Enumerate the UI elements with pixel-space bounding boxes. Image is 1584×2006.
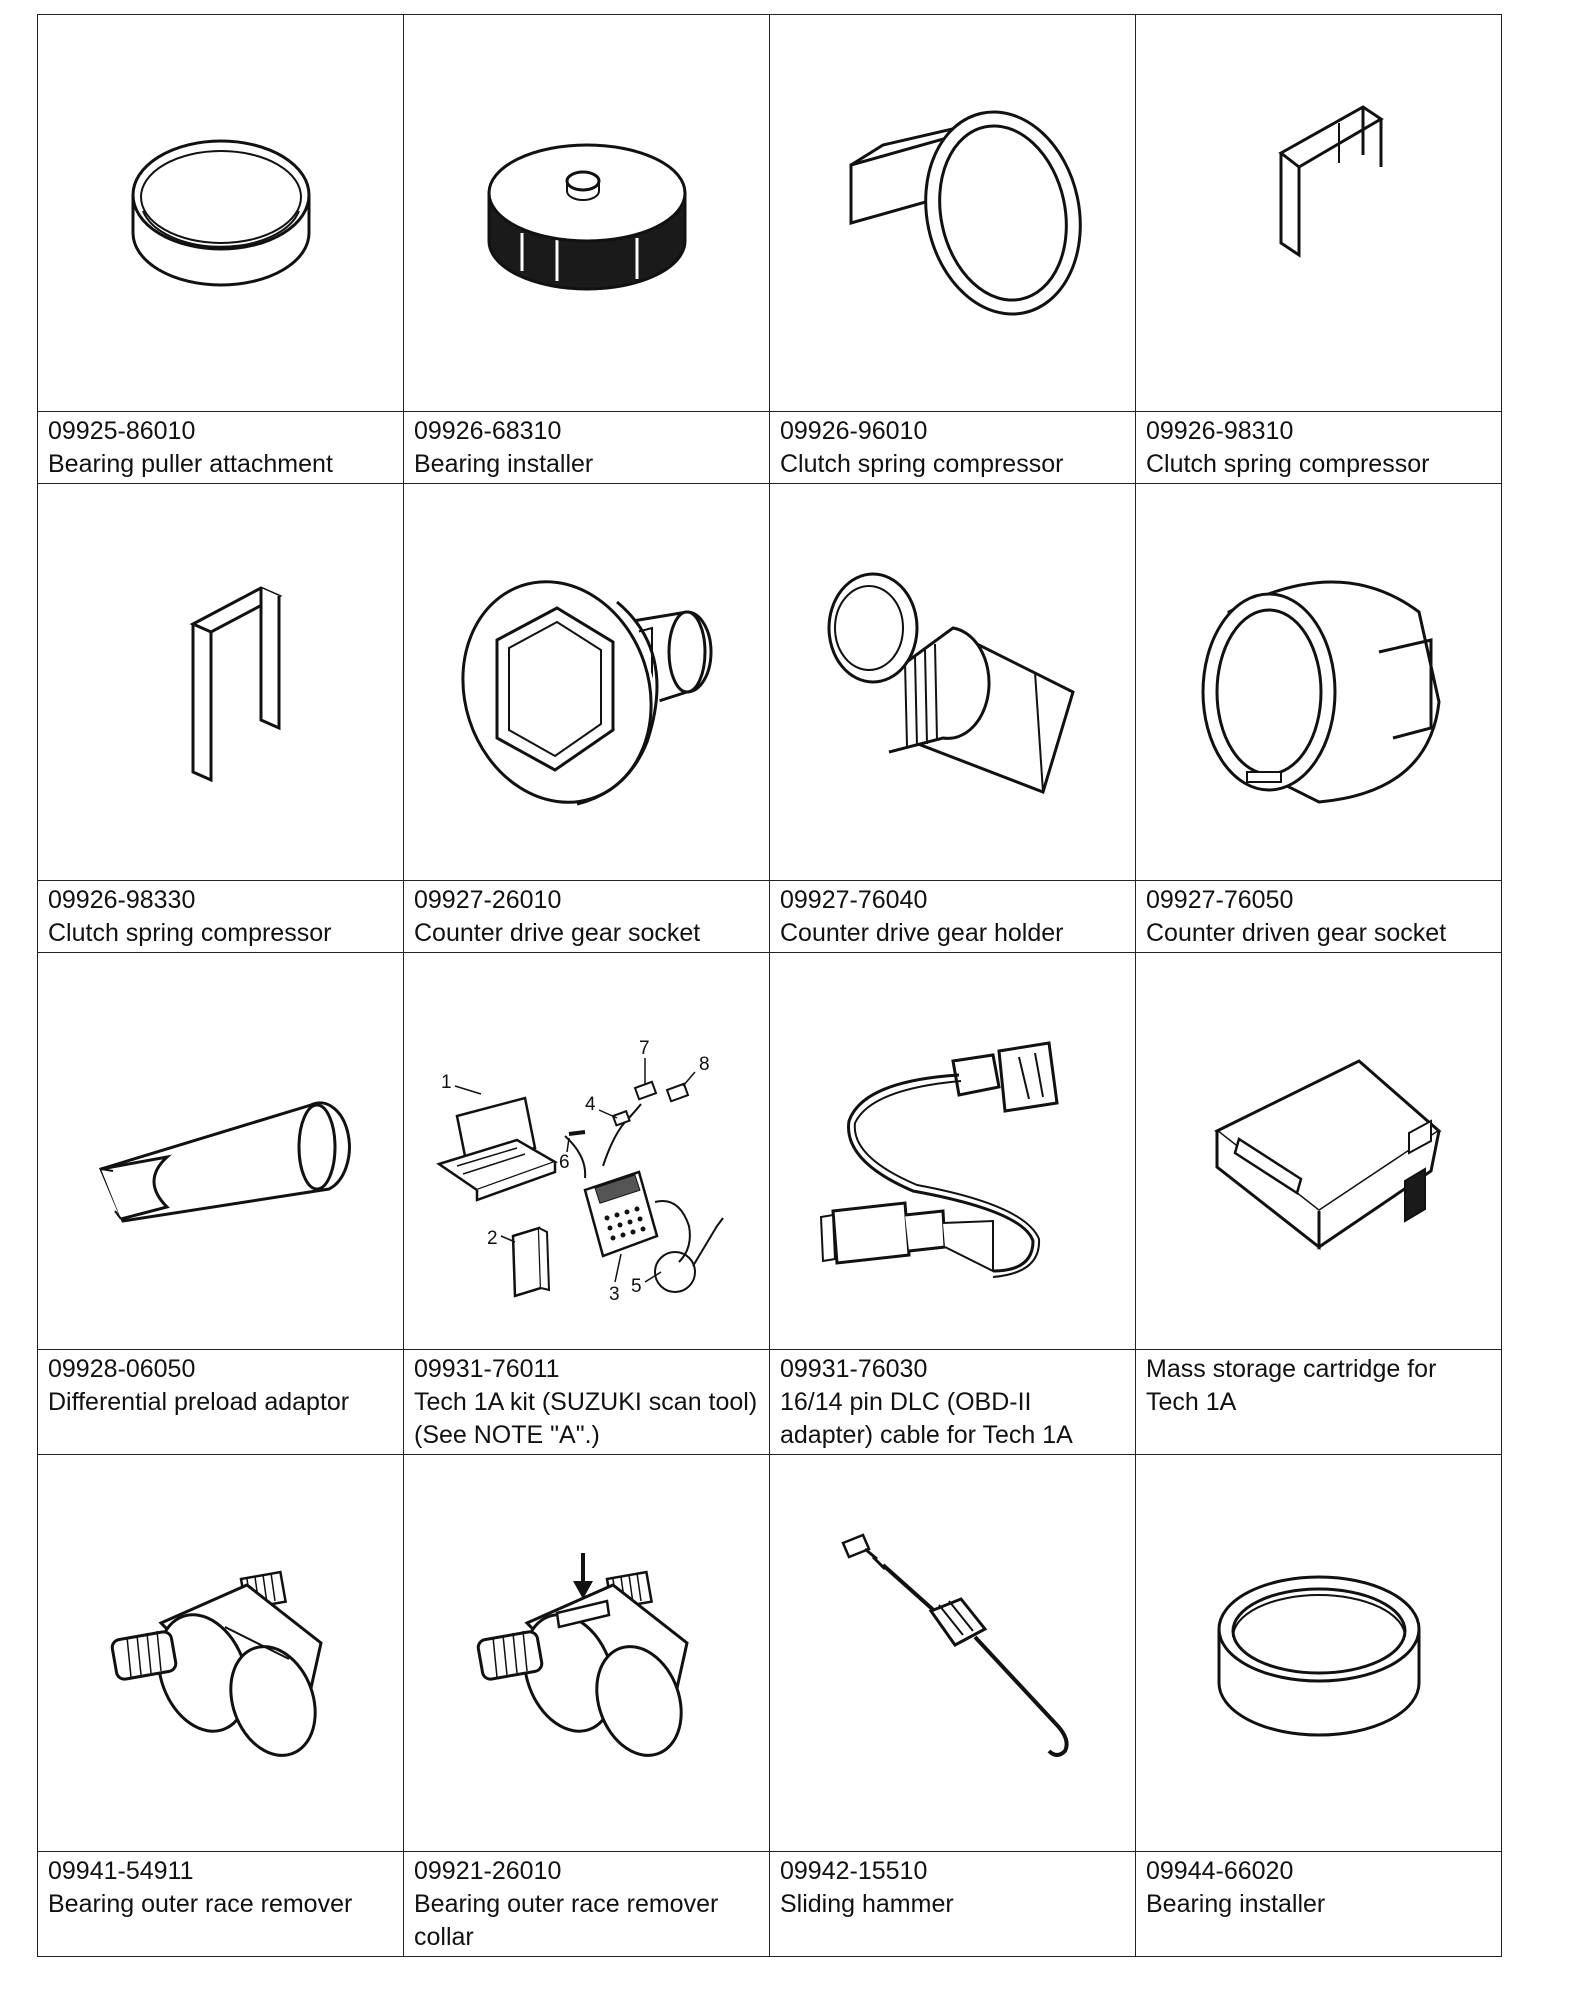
caption-row bbox=[38, 412, 1502, 484]
tool-illustration-cell bbox=[38, 953, 404, 1350]
callout-label: 8 bbox=[698, 1054, 710, 1075]
tool-illustration-cell bbox=[38, 1455, 404, 1852]
tool-illustration-cell bbox=[770, 484, 1136, 881]
tool-caption bbox=[404, 412, 770, 484]
tool-caption bbox=[770, 1350, 1136, 1455]
tool-name: 16/14 pin DLC (OBD-II adapter) cable for Tech 1A bbox=[780, 1388, 1073, 1449]
tool-illustration-cell bbox=[770, 1455, 1136, 1852]
tool-name: Bearing puller attachment bbox=[48, 450, 333, 478]
special-tools-table bbox=[37, 14, 1502, 1957]
tool-name: Bearing installer bbox=[1146, 1890, 1326, 1918]
part-number: 09927-76040 bbox=[780, 886, 928, 914]
tool-name: Sliding hammer bbox=[780, 1890, 954, 1918]
tool-caption bbox=[404, 881, 770, 953]
callout-label: 1 bbox=[440, 1072, 452, 1093]
tool-name: Clutch spring compressor bbox=[1146, 450, 1430, 478]
caption-row bbox=[38, 1852, 1502, 1957]
bearing-puller-attachment-icon bbox=[71, 83, 371, 343]
part-number: 09927-26010 bbox=[414, 886, 562, 914]
sliding-hammer-icon bbox=[803, 1513, 1103, 1793]
image-row bbox=[38, 953, 1502, 1350]
counter-drive-gear-socket-icon bbox=[437, 532, 737, 832]
bearing-outer-race-remover-icon bbox=[71, 1523, 371, 1783]
image-row bbox=[38, 15, 1502, 412]
part-number: 09926-96010 bbox=[780, 417, 928, 445]
differential-preload-adaptor-icon bbox=[71, 1051, 371, 1251]
tool-caption bbox=[38, 412, 404, 484]
tool-name: Bearing outer race remover bbox=[48, 1890, 353, 1918]
part-number: 09921-26010 bbox=[414, 1857, 562, 1885]
tool-name: Counter drive gear socket bbox=[414, 919, 701, 947]
clutch-spring-compressor-bracket-icon bbox=[71, 552, 371, 812]
part-number: 09931-76030 bbox=[780, 1355, 928, 1383]
tool-note: (See NOTE "A".) bbox=[414, 1421, 600, 1449]
image-row bbox=[38, 484, 1502, 881]
tool-caption bbox=[770, 881, 1136, 953]
tool-caption bbox=[1136, 1350, 1502, 1455]
tool-illustration-cell bbox=[38, 15, 404, 412]
part-number: 09926-98330 bbox=[48, 886, 196, 914]
part-number: 09942-15510 bbox=[780, 1857, 928, 1885]
mass-storage-cartridge-icon bbox=[1169, 1021, 1469, 1281]
tool-name: Tech 1A kit (SUZUKI scan tool) bbox=[414, 1388, 758, 1416]
tool-illustration-cell bbox=[38, 484, 404, 881]
tool-name: Counter driven gear socket bbox=[1146, 919, 1447, 947]
counter-driven-gear-socket-icon bbox=[1169, 532, 1469, 832]
tool-name: Bearing outer race remover collar bbox=[414, 1890, 719, 1951]
tool-illustration-cell bbox=[1136, 484, 1502, 881]
tool-illustration-cell bbox=[1136, 953, 1502, 1350]
tool-caption bbox=[38, 1852, 404, 1957]
tool-caption bbox=[38, 1350, 404, 1455]
callout-label: 3 bbox=[608, 1284, 620, 1305]
tool-name: Differential preload adaptor bbox=[48, 1388, 350, 1416]
tool-illustration-cell bbox=[404, 484, 770, 881]
counter-drive-gear-holder-icon bbox=[803, 532, 1103, 832]
tool-caption bbox=[770, 412, 1136, 484]
callout-label: 4 bbox=[584, 1094, 596, 1115]
caption-row bbox=[38, 881, 1502, 953]
callout-label: 7 bbox=[638, 1038, 650, 1059]
part-number: 09928-06050 bbox=[48, 1355, 196, 1383]
tool-name: Clutch spring compressor bbox=[780, 450, 1064, 478]
tool-caption bbox=[38, 881, 404, 953]
tech-1a-kit-icon bbox=[417, 986, 757, 1316]
callout-label: 6 bbox=[558, 1152, 570, 1173]
tool-name: Counter drive gear holder bbox=[780, 919, 1064, 947]
tool-illustration-cell bbox=[404, 15, 770, 412]
tool-illustration-cell bbox=[770, 15, 1136, 412]
tool-name: Mass storage cartridge for Tech 1A bbox=[1146, 1355, 1437, 1416]
tool-illustration-cell bbox=[1136, 15, 1502, 412]
tool-caption bbox=[404, 1852, 770, 1957]
tool-caption bbox=[770, 1852, 1136, 1957]
bearing-installer-icon bbox=[437, 83, 737, 343]
tool-illustration-cell bbox=[404, 953, 770, 1350]
tool-caption bbox=[1136, 881, 1502, 953]
part-number: 09926-98310 bbox=[1146, 417, 1294, 445]
part-number: 09941-54911 bbox=[48, 1857, 194, 1885]
part-number: 09927-76050 bbox=[1146, 886, 1294, 914]
tool-caption bbox=[1136, 412, 1502, 484]
dlc-cable-icon bbox=[793, 1011, 1113, 1291]
tool-illustration-cell bbox=[404, 1455, 770, 1852]
tool-name: Bearing installer bbox=[414, 450, 594, 478]
tool-name: Clutch spring compressor bbox=[48, 919, 332, 947]
clutch-spring-compressor-ring-icon bbox=[803, 73, 1103, 353]
bearing-installer-ring-icon bbox=[1169, 1533, 1469, 1773]
tool-illustration-cell bbox=[1136, 1455, 1502, 1852]
tool-caption bbox=[404, 1350, 770, 1455]
part-number: 09926-68310 bbox=[414, 417, 562, 445]
callout-label: 5 bbox=[630, 1276, 642, 1297]
tool-illustration-cell bbox=[770, 953, 1136, 1350]
part-number: 09931-76011 bbox=[414, 1355, 560, 1383]
clutch-spring-compressor-clip-icon bbox=[1169, 83, 1469, 343]
tool-caption bbox=[1136, 1852, 1502, 1957]
callout-label: 2 bbox=[486, 1228, 498, 1249]
caption-row bbox=[38, 1350, 1502, 1455]
part-number: 09925-86010 bbox=[48, 417, 196, 445]
part-number: 09944-66020 bbox=[1146, 1857, 1294, 1885]
bearing-outer-race-remover-collar-icon bbox=[437, 1523, 737, 1783]
image-row bbox=[38, 1455, 1502, 1852]
